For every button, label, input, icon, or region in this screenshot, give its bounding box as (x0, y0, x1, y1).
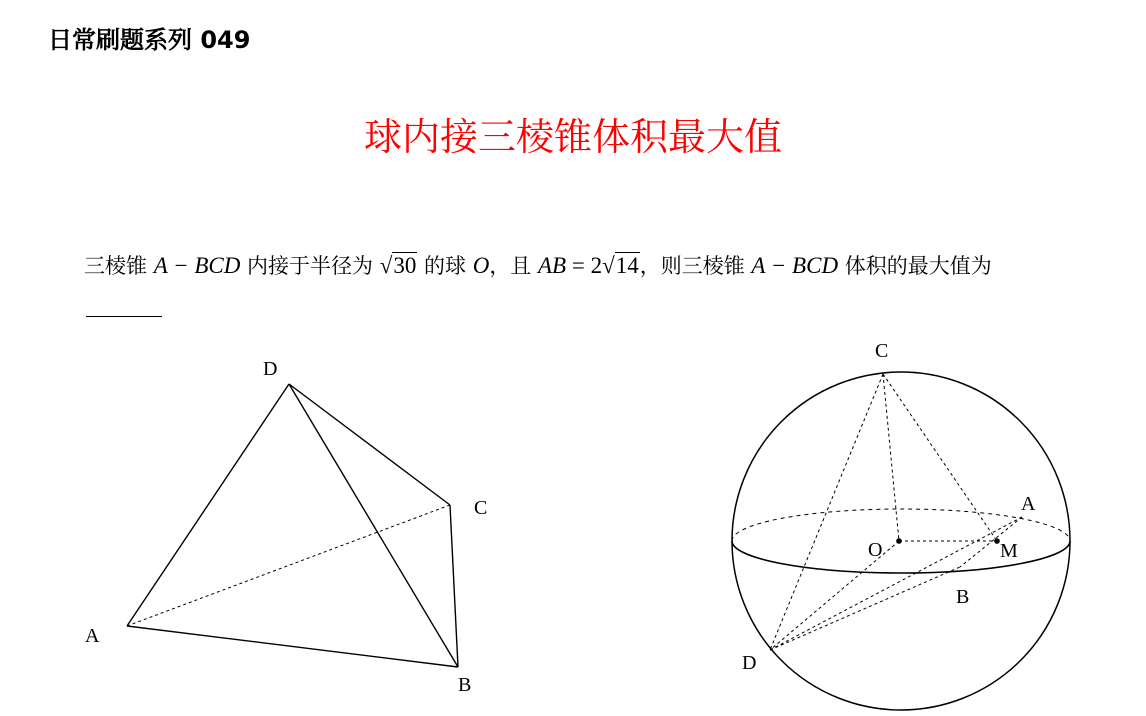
point-O (896, 538, 902, 544)
equator-front (732, 541, 1070, 573)
seg-CO (883, 374, 899, 541)
problem-expr-2: A − BCD (751, 253, 839, 278)
label-C-left: C (474, 497, 488, 519)
problem-text-6: 体积的最大值为 (838, 254, 992, 278)
seg-CM (883, 374, 997, 541)
label-O: O (868, 539, 883, 561)
label-A-left: A (85, 625, 100, 647)
problem-text-1: 三棱锥 (84, 254, 154, 278)
ab-eq: = 2 (566, 253, 603, 278)
ab-radicand: 14 (615, 253, 639, 278)
equator-back (732, 509, 1070, 541)
series-label: 日常刷题系列 049 (48, 26, 251, 54)
radius-radicand: 30 (393, 253, 417, 278)
label-A-right: A (1021, 493, 1036, 515)
sphere-name: O (472, 253, 490, 278)
label-D-left: D (263, 358, 278, 380)
point-M (994, 538, 1000, 544)
label-D-right: D (742, 652, 757, 674)
label-M: M (1000, 540, 1018, 562)
ab-lhs: AB (538, 253, 567, 278)
seg-DA (770, 517, 1022, 650)
problem-expr-1: A − BCD (153, 253, 241, 278)
radius-sqrt: √30 (379, 253, 417, 278)
page-title: 球内接三棱锥体积最大值 (363, 115, 782, 159)
problem-text-5: ，则三棱锥 (639, 254, 752, 278)
label-B-right: B (956, 586, 970, 608)
problem-text-3: 的球 (417, 254, 473, 278)
ab-sqrt: √14 (602, 253, 639, 278)
problem-text-4: ，且 (489, 254, 538, 278)
label-B-left: B (458, 674, 472, 696)
label-C-right: C (875, 340, 889, 362)
problem-text-2: 内接于半径为 (240, 254, 380, 278)
